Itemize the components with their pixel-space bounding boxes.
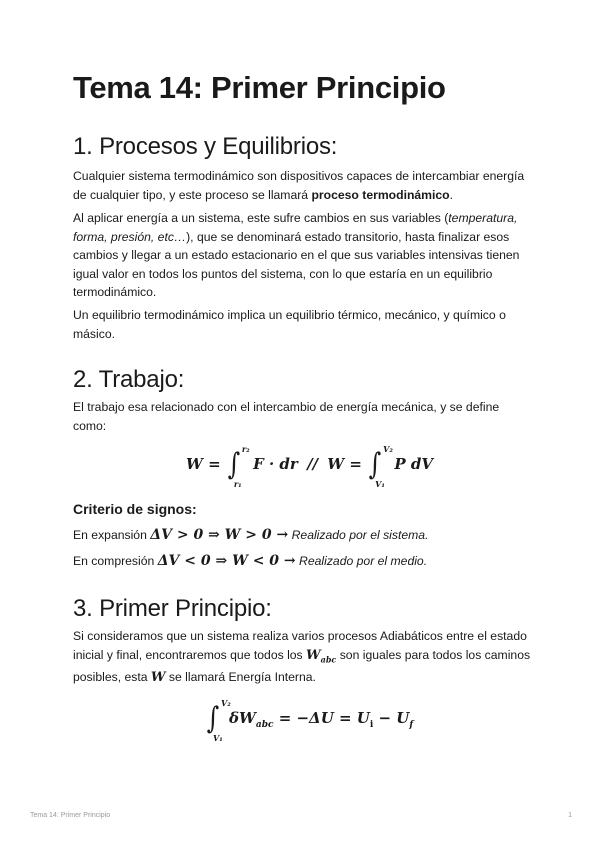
footer-title: Tema 14: Primer Principio [30, 812, 111, 819]
lower-limit: r₁ [233, 479, 242, 489]
page-number: 1 [568, 812, 572, 819]
paragraph-primer-principio [73, 627, 533, 688]
eq-sub-f: f [409, 720, 414, 730]
lower-limit: V₁ [375, 479, 385, 489]
paragraph-equilibrio: Un equilibrio termodinámico implica un equilibrio térmico, mecánico, y químico o másico. [73, 308, 506, 341]
eq-rest: = −ΔU = U [273, 709, 370, 727]
paragraph-text: Al aplicar energía a un sistema, este sufre cambios en sus variables ( [73, 211, 449, 225]
paragraph-text: Cualquier sistema termodinámico son dispositivos capaces de intercambiar energía de cualquier tipo, y este proceso se llamará [73, 169, 525, 202]
paragraph-energia [73, 209, 533, 302]
paragraph-text: se llamará Energía Interna. [165, 670, 316, 685]
section-heading-trabajo: 2. Trabajo: [73, 366, 185, 393]
eq-lhs: W = [186, 455, 221, 473]
integral-sign: ∫ r₂ r₁ [227, 444, 250, 489]
inline-math-w: W [150, 670, 166, 686]
paragraph-sistema [73, 167, 533, 204]
eq-rest: − U [373, 709, 410, 727]
eq-sub-i: i [369, 720, 374, 730]
eq-lhs-2: W = [327, 455, 362, 473]
integral-sign: ∫ V₂ V₁ [206, 698, 231, 743]
italic-text: temperatura, forma, presión, etc… [73, 211, 518, 244]
upper-limit: r₂ [241, 444, 250, 454]
eq-body: δW [229, 709, 256, 727]
paragraph-text: ), que se denominará estado transitorio, hasta finalizar esos cambios y llegar a un estado estacionario en el que sus variables intensivas tienen igual valor en todos los puntos del sistema, con lo que estaría en un equilibrio termodinámico. [73, 229, 520, 299]
subheading-criterio: Criterio de signos: [73, 501, 197, 517]
upper-limit: V₂ [221, 698, 231, 708]
criterio-math: ΔV < 0 ⇒ W < 0 → [157, 553, 296, 569]
eq-integrand: F · dr [253, 455, 298, 473]
criterio-note: Realizado por el sistema. [288, 528, 429, 542]
eq-integrand-2: P dV [394, 455, 434, 473]
section-heading-procesos: 1. Procesos y Equilibrios: [73, 133, 338, 160]
criterio-note: Realizado por el medio. [295, 554, 428, 568]
eq-separator: // [307, 455, 319, 473]
integral-sign: ∫ V₂ V₁ [368, 444, 393, 489]
criterio-label: En compresión [73, 554, 158, 568]
paragraph-trabajo: El trabajo esa relacionado con el intercambio de energía mecánica, y se define como: [73, 400, 500, 433]
eq-sub: abc [255, 720, 274, 730]
paragraph-text: son iguales para todos los caminos posibles, esta [73, 647, 531, 685]
criterio-expansion [73, 526, 428, 545]
criterio-label: En expansión [73, 528, 151, 542]
lower-limit: V₁ [213, 733, 223, 743]
section-heading-primer-principio: 3. Primer Principio: [73, 595, 272, 622]
criterio-compresion [73, 552, 427, 571]
inline-math-w: W [306, 647, 321, 663]
paragraph-text: . [449, 187, 454, 202]
first-law-equation [205, 696, 414, 743]
inline-math-sub: abc [320, 653, 337, 664]
paragraph-text: Si consideramos que un sistema realiza varios procesos Adiabáticos entre el estado inicial y final, encontraremos que todos los [73, 629, 527, 662]
page-title: Tema 14: Primer Principio [73, 70, 446, 105]
bold-term: proceso termodinámico [311, 187, 450, 202]
work-equation [186, 442, 434, 489]
criterio-math: ΔV > 0 ⇒ W > 0 → [150, 527, 289, 543]
upper-limit: V₂ [383, 444, 393, 454]
